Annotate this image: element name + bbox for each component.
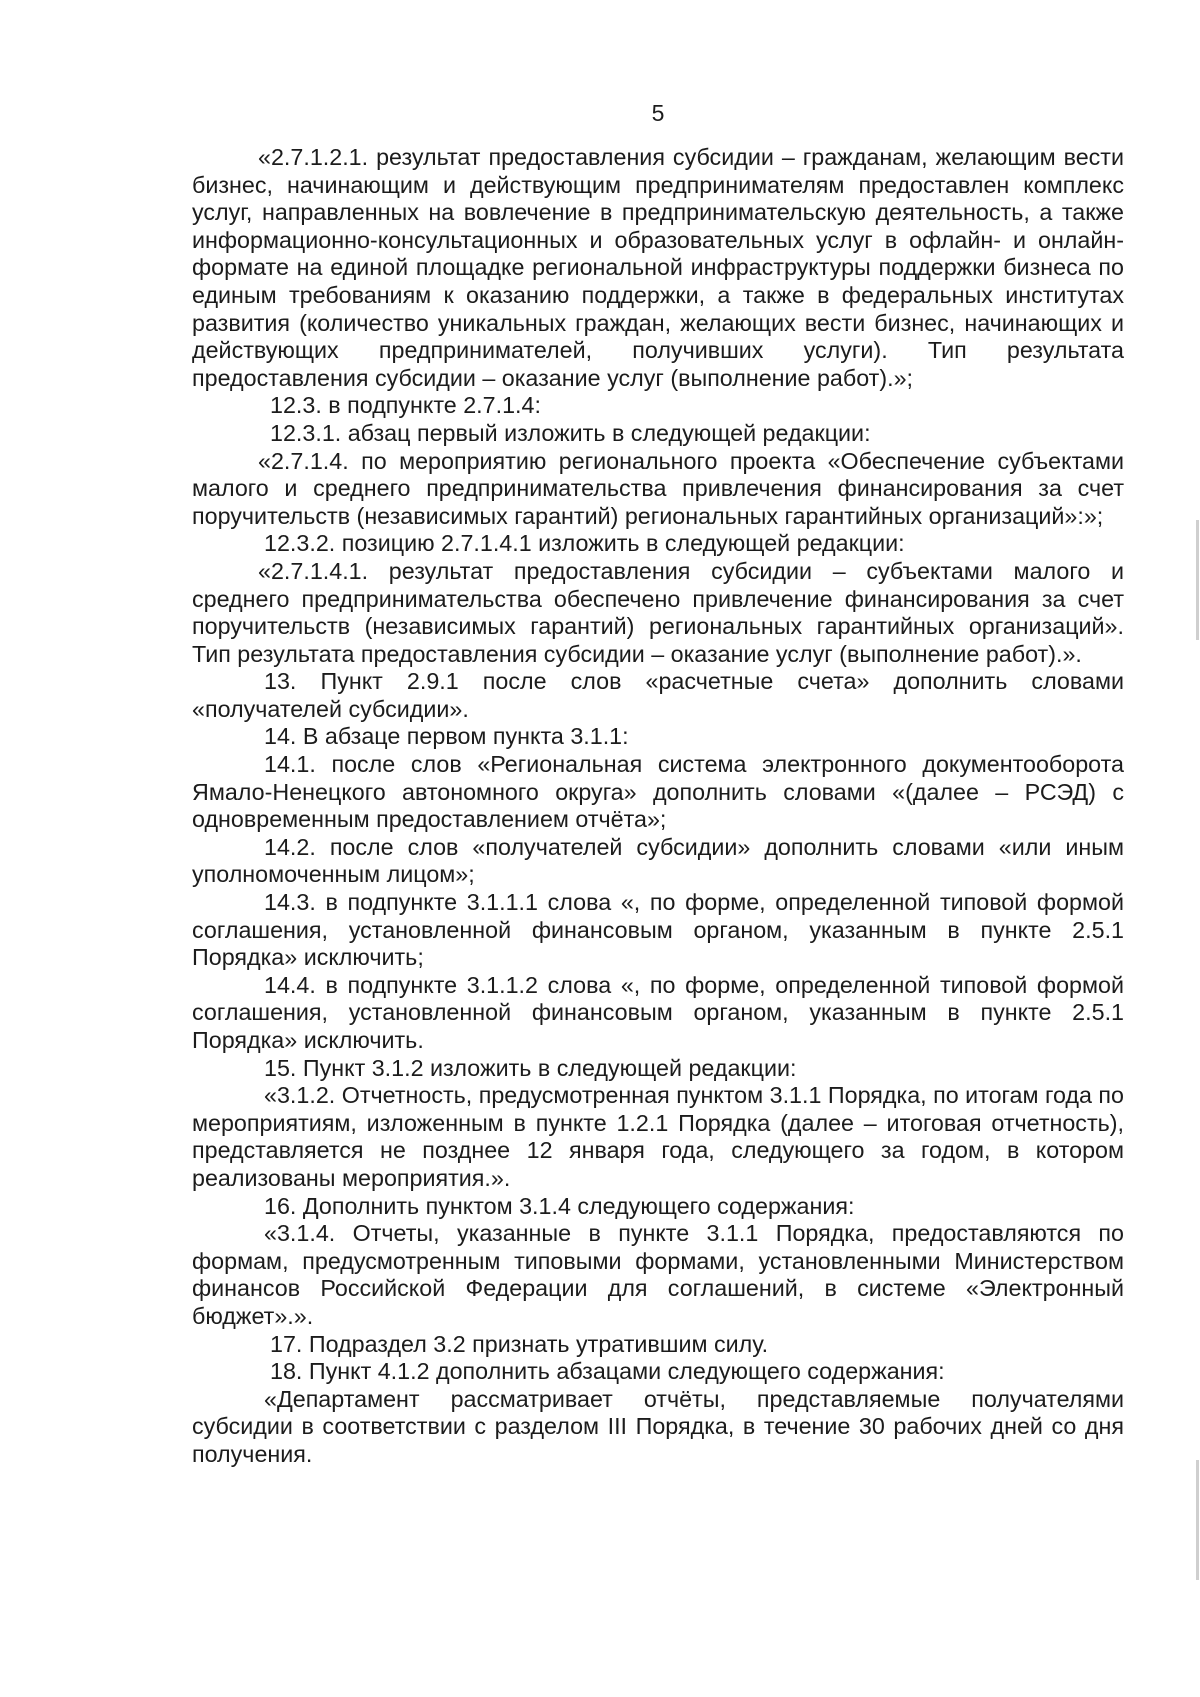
- paragraph: 18. Пункт 4.1.2 дополнить абзацами следующего содержания:: [270, 1358, 945, 1385]
- paragraph: «3.1.2. Отчетность, предусмотренная пунктом 3.1.1 Порядка, по итогам года по мероприятиям, изложенным в пункте 1.2.1 Порядка (далее – итоговая отчетность), представляется не позднее 12 января года, следующего за годом, в котором реализованы мероприятия.».: [192, 1082, 1125, 1191]
- page-number: 5: [651, 100, 665, 126]
- paragraph: 13. Пункт 2.9.1 после слов «расчетные счета» дополнить словами «получателей субсидии».: [192, 668, 1124, 722]
- paragraph: 12.3.2. позицию 2.7.1.4.1 изложить в следующей редакции:: [264, 530, 905, 557]
- document-body: [192, 144, 1124, 1469]
- paragraph: 16. Дополнить пунктом 3.1.4 следующего содержания:: [264, 1192, 855, 1219]
- paragraph: «3.1.4. Отчеты, указанные в пункте 3.1.1 Порядка, предоставляются по формам, предусмотренным типовыми формами, установленными Министерством финансов Российской Федерации для соглашений, в системе «Электронный бюджет».».: [192, 1220, 1124, 1329]
- paragraph: 14.4. в подпункте 3.1.1.2 слова «, по форме, определенной типовой формой соглашения, установленной финансовым органом, указанным в пункте 2.5.1 Порядка» исключить.: [192, 971, 1124, 1053]
- paragraph: «2.7.1.2.1. результат предоставления субсидии – гражданам, желающим вести бизнес, начинающим и действующим предпринимателям предоставлен комплекс услуг, направленных на вовлечение в предпринимательскую деятельность, а также информационно-консультационных и образовательных услуг в офлайн- и онлайн-формате на единой площадке региональной инфраструктуры поддержки бизнеса по единым требованиям к оказанию поддержки, а также в федеральных институтах развития (количество уникальных граждан, желающих вести бизнес, начинающих и действующих предпринимателей, получивших услуги). Тип результата предоставления субсидии – оказание услуг (выполнение работ).»;: [192, 144, 1124, 391]
- paragraph: 12.3.1. абзац первый изложить в следующей редакции:: [270, 419, 871, 446]
- paragraph: 12.3. в подпункте 2.7.1.4:: [270, 392, 541, 419]
- paragraph: 14.2. после слов «получателей субсидии» дополнить словами «или иным уполномоченным лицом»;: [192, 833, 1124, 888]
- paragraph: 15. Пункт 3.1.2 изложить в следующей редакции:: [264, 1054, 797, 1081]
- scan-edge-mark: [1196, 520, 1199, 640]
- paragraph: «2.7.1.4.1. результат предоставления субсидии – субъектами малого и среднего предпринимательства обеспечено привлечение финансирования за счет поручительств (независимых гарантий) региональных гарантийных организаций». Тип результата предоставления субсидии – оказание услуг (выполнение работ).».: [192, 557, 1124, 667]
- paragraph: 14.3. в подпункте 3.1.1.1 слова «, по форме, определенной типовой формой соглашения, установленной финансовым органом, указанным в пункте 2.5.1 Порядка» исключить;: [192, 889, 1124, 971]
- scan-edge-mark: [1196, 1460, 1199, 1580]
- paragraph: «Департамент рассматривает отчёты, представляемые получателями субсидии в соответствии с разделом III Порядка, в течение 30 рабочих дней со дня получения.: [192, 1385, 1124, 1467]
- paragraph: 14. В абзаце первом пункта 3.1.1:: [264, 723, 629, 750]
- paragraph: 14.1. после слов «Региональная система электронного документооборота Ямало-Ненецкого автономного округа» дополнить словами «(далее – РСЭД) с одновременным предоставлением отчёта»;: [192, 751, 1124, 833]
- paragraph: «2.7.1.4. по мероприятию регионального проекта «Обеспечение субъектами малого и среднего предпринимательства привлечения финансирования за счет поручительств (независимых гарантий) региональных гарантийных организаций»:»;: [192, 447, 1124, 529]
- paragraph: 17. Подраздел 3.2 признать утратившим силу.: [270, 1330, 769, 1357]
